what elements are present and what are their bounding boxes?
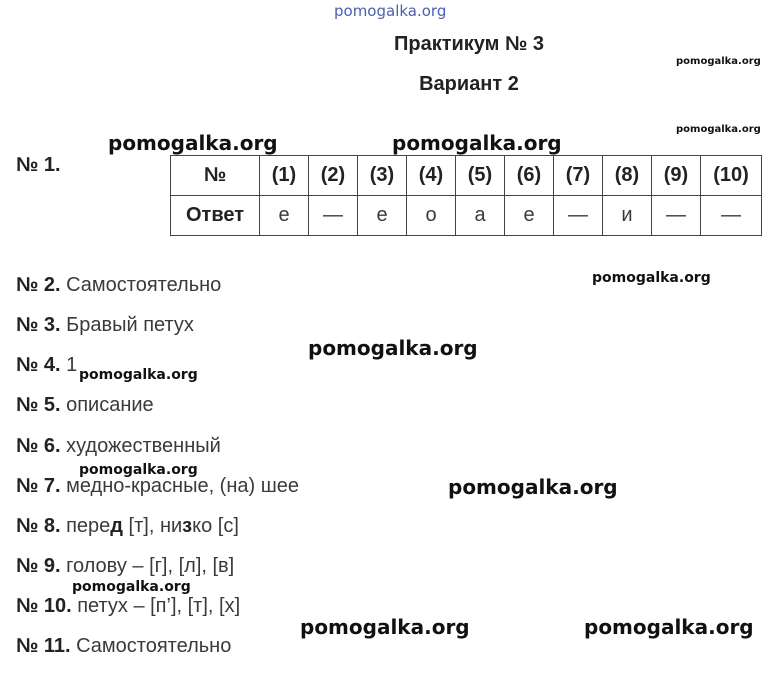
table-header-label: № [171,156,260,196]
table-answer-cell: — [309,196,358,236]
page-title: Практикум № 3 [393,33,544,55]
variant-title: Вариант 2 [419,73,519,95]
watermark: pomogalka.org [308,336,478,360]
table-header-cell: (9) [652,156,701,196]
task-2: № 2. Самостоятельно [16,274,222,296]
table-header-cell: (8) [603,156,652,196]
table-answer-cell: — [701,196,762,236]
watermark: pomogalka.org [584,615,754,639]
table-header-cell: (2) [309,156,358,196]
watermark-top: pomogalka.org [334,2,447,20]
table-header-cell: (10) [701,156,762,196]
table-answer-cell: е [505,196,554,236]
watermark: pomogalka.org [392,131,562,155]
task-9: № 9. голову – [г], [л], [в] [16,555,235,577]
table-header-cell: (6) [505,156,554,196]
table-header-cell: (3) [358,156,407,196]
watermark: pomogalka.org [676,124,761,135]
table-header-cell: (4) [407,156,456,196]
table-answer-cell: е [358,196,407,236]
task-6: № 6. художественный [16,435,221,457]
watermark: pomogalka.org [592,270,711,286]
watermark: pomogalka.org [448,475,618,499]
table-answer-cell: а [456,196,505,236]
task-4: № 4. 1 [16,354,78,376]
table-answer-cell: и [603,196,652,236]
table-answer-cell: о [407,196,456,236]
task-5: № 5. описание [16,394,154,416]
task-1-label: № 1. [16,154,61,176]
table-answer-cell: — [652,196,701,236]
watermark: pomogalka.org [108,131,278,155]
watermark: pomogalka.org [72,579,191,595]
table-answer-cell: е [260,196,309,236]
table-header-cell: (7) [554,156,603,196]
answer-table [170,155,762,236]
table-header-row [171,156,762,196]
task-10: № 10. петух – [п’], [т], [х] [16,595,241,617]
task-7: № 7. медно-красные, (на) шее [16,475,300,497]
table-answer-row [171,196,762,236]
task-11: № 11. Самостоятельно [16,635,232,657]
watermark: pomogalka.org [676,56,761,67]
watermark: pomogalka.org [79,367,198,383]
table-answer-cell: — [554,196,603,236]
task-3: № 3. Бравый петух [16,314,194,336]
task-8: № 8. перед [т], низко [с] [16,515,239,537]
table-header-cell: (5) [456,156,505,196]
table-answer-label: Ответ [171,196,260,236]
table-header-cell: (1) [260,156,309,196]
watermark: pomogalka.org [300,615,470,639]
watermark: pomogalka.org [79,462,198,478]
